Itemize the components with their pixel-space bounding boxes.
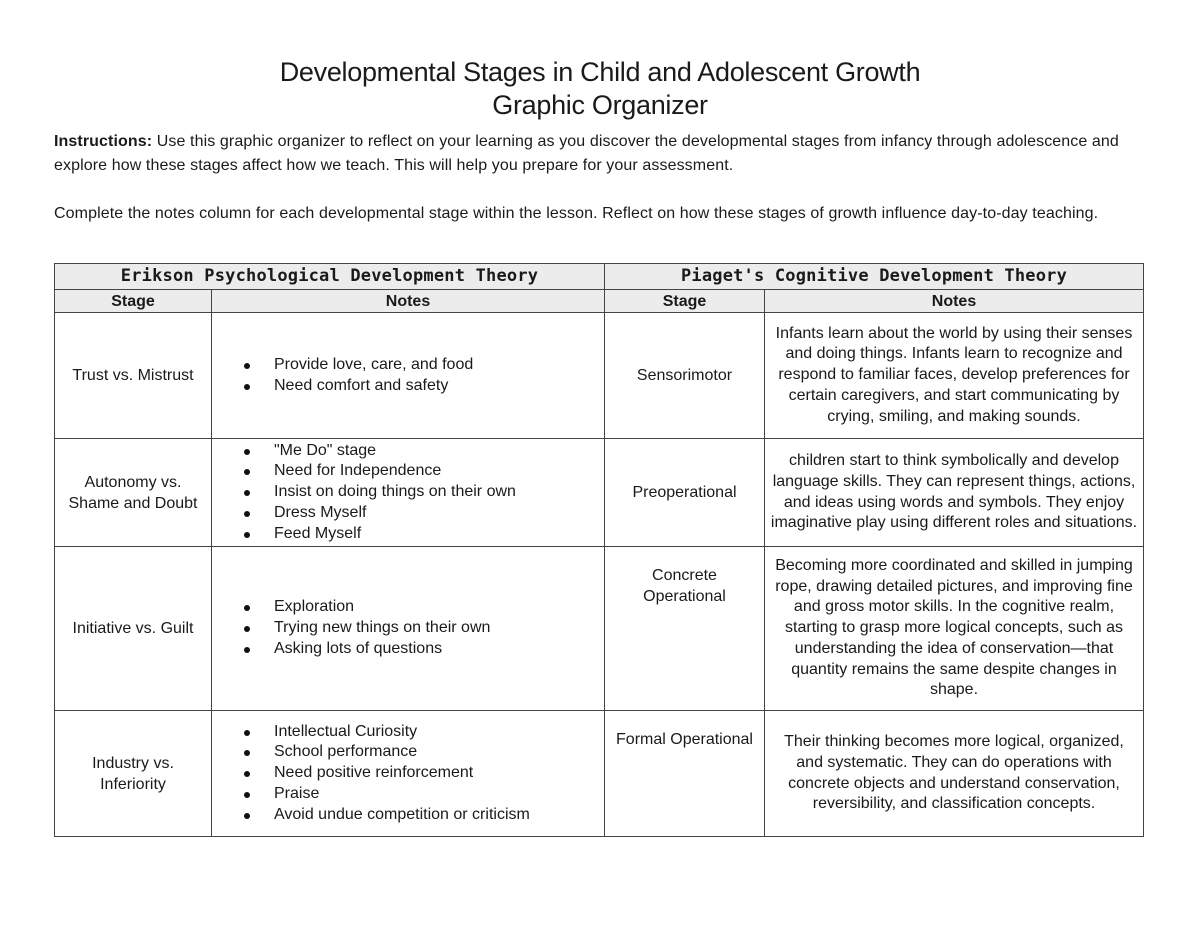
bullet-icon [244, 605, 250, 611]
list-item [244, 376, 600, 397]
instructions-text: Use this graphic organizer to reflect on your learning as you discover the developmental stages from infancy through adolescence and explore how these stages affect how we teach. This will help you prepare for your assessment. [54, 133, 1119, 174]
list-item-text: Praise [274, 784, 320, 802]
notes-list [212, 441, 600, 545]
piaget-stage-cell: Preoperational [605, 439, 765, 547]
bullet-icon [244, 813, 250, 819]
list-item-text: Provide love, care, and food [274, 355, 474, 373]
erikson-notes-cell [212, 547, 605, 711]
list-item-text: Need positive reinforcement [274, 764, 474, 782]
theory-header-row [55, 264, 1144, 290]
list-item [244, 597, 600, 618]
list-item [244, 722, 600, 743]
title-line-2: Graphic Organizer [492, 90, 708, 120]
bullet-icon [244, 490, 250, 496]
instructions-label: Instructions: [54, 133, 153, 150]
list-item [244, 461, 600, 482]
erikson-theory-header: Erikson Psychological Development Theory [55, 264, 605, 290]
bullet-icon [244, 384, 250, 390]
list-item-text: School performance [274, 743, 418, 761]
instructions-block [54, 130, 1134, 226]
list-item-text: Avoid undue competition or criticism [274, 805, 530, 823]
notes-list [212, 355, 600, 397]
bullet-icon [244, 626, 250, 632]
list-item-text: Intellectual Curiosity [274, 722, 418, 740]
list-item [244, 482, 600, 503]
erikson-stage-cell: Industry vs. Inferiority [55, 711, 212, 837]
piaget-stage-cell: Sensorimotor [605, 313, 765, 439]
erikson-stage-cell: Initiative vs. Guilt [55, 547, 212, 711]
column-header-row [55, 290, 1144, 313]
list-item [244, 503, 600, 524]
bullet-icon [244, 730, 250, 736]
notes-list [212, 597, 600, 659]
list-item [244, 784, 600, 805]
list-item-text: Exploration [274, 598, 355, 616]
erikson-stage-header: Stage [55, 290, 212, 313]
notes-list [212, 722, 600, 826]
list-item [244, 618, 600, 639]
instructions-paragraph [54, 130, 1134, 178]
table-row [55, 711, 1144, 837]
piaget-stage-cell: Concrete Operational [605, 547, 765, 711]
erikson-notes-cell [212, 313, 605, 439]
piaget-theory-header: Piaget's Cognitive Development Theory [605, 264, 1144, 290]
list-item-text: "Me Do" stage [274, 441, 377, 459]
bullet-icon [244, 469, 250, 475]
bullet-icon [244, 449, 250, 455]
list-item-text: Insist on doing things on their own [274, 483, 516, 501]
list-item [244, 441, 600, 462]
bullet-icon [244, 750, 250, 756]
list-item-text: Need comfort and safety [274, 376, 449, 394]
complete-paragraph: Complete the notes column for each developmental stage within the lesson. Reflect on how these stages of growth influence day-to-day teaching. [54, 205, 1099, 222]
piaget-notes-cell: Infants learn about the world by using their senses and doing things. Infants learn to recognize and respond to familiar faces, develop preferences for certain caregivers, and start communicating by crying, smiling, and making sounds. [765, 313, 1144, 439]
table-row [55, 313, 1144, 439]
list-item [244, 524, 600, 545]
erikson-notes-header: Notes [212, 290, 605, 313]
bullet-icon [244, 363, 250, 369]
list-item [244, 763, 600, 784]
erikson-stage-cell: Trust vs. Mistrust [55, 313, 212, 439]
table-row [55, 547, 1144, 711]
list-item-text: Asking lots of questions [274, 639, 443, 657]
piaget-stage-header: Stage [605, 290, 765, 313]
piaget-stage-cell: Formal Operational [605, 711, 765, 837]
title-line-1: Developmental Stages in Child and Adolescent Growth [279, 57, 921, 87]
list-item-text: Dress Myself [274, 503, 367, 521]
piaget-notes-cell: Becoming more coordinated and skilled in jumping rope, drawing detailed pictures, and improving fine and gross motor skills. In the cognitive realm, starting to grasp more logical concepts, such as understanding the idea of conservation—that quantity remains the same despite changes in shape. [765, 547, 1144, 711]
piaget-notes-cell: Their thinking becomes more logical, organized, and systematic. They can do operations with concrete objects and understand conservation, reversibility, and classification concepts. [765, 711, 1144, 837]
bullet-icon [244, 532, 250, 538]
list-item-text: Trying new things on their own [274, 619, 491, 637]
erikson-notes-cell [212, 711, 605, 837]
list-item [244, 639, 600, 660]
list-item-text: Need for Independence [274, 462, 442, 480]
piaget-notes-header: Notes [765, 290, 1144, 313]
list-item [244, 742, 600, 763]
list-item [244, 355, 600, 376]
table-row [55, 439, 1144, 547]
erikson-stage-cell: Autonomy vs. Shame and Doubt [55, 439, 212, 547]
bullet-icon [244, 647, 250, 653]
list-item-text: Feed Myself [274, 524, 362, 542]
bullet-icon [244, 771, 250, 777]
bullet-icon [244, 792, 250, 798]
erikson-notes-cell [212, 439, 605, 547]
document-title [0, 56, 1200, 122]
piaget-notes-cell: children start to think symbolically and develop language skills. They can represent things, actions, and ideas using words and symbols. They enjoy imaginative play using different roles and situations. [765, 439, 1144, 547]
graphic-organizer-table [54, 263, 1144, 837]
list-item [244, 805, 600, 826]
bullet-icon [244, 511, 250, 517]
